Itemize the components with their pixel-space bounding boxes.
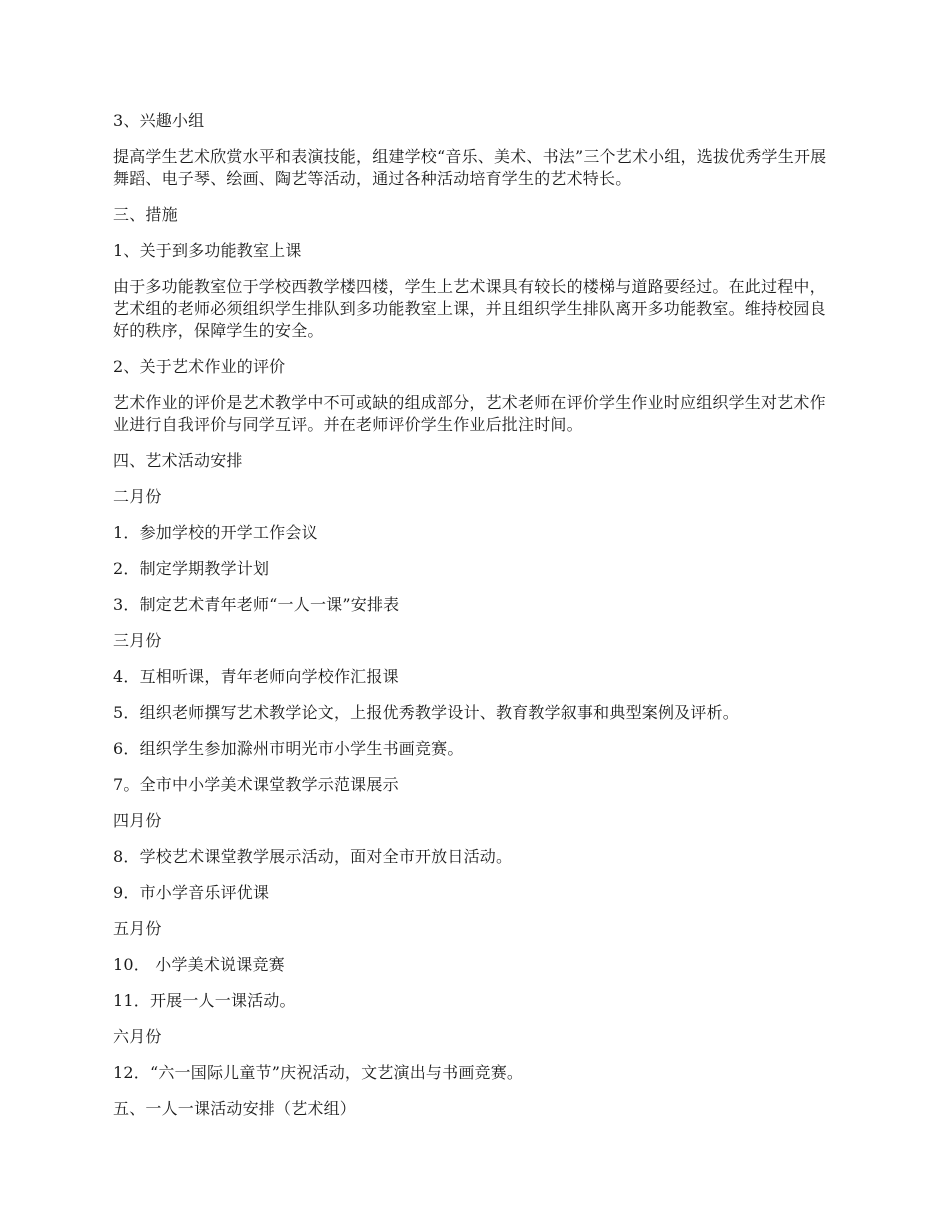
list-item: 7。全市中小学美术课堂教学示范课展示 xyxy=(113,775,399,794)
list-item: 4．互相听课，青年老师向学校作汇报课 xyxy=(113,667,399,686)
list-item: 5．组织老师撰写艺术教学论文，上报优秀教学设计、教育教学叙事和典型案例及评析。 xyxy=(113,703,739,722)
heading-interest-groups: 3、兴趣小组 xyxy=(113,111,205,130)
list-item: 8．学校艺术课堂教学展示活动，面对全市开放日活动。 xyxy=(113,847,513,866)
list-item: 1．参加学校的开学工作会议 xyxy=(113,523,318,542)
list-item: 11．开展一人一课活动。 xyxy=(113,991,296,1010)
month-february: 二月份 xyxy=(113,487,162,506)
heading-one-person-one-lesson: 五、一人一课活动安排（艺术组） xyxy=(113,1099,357,1118)
month-april: 四月份 xyxy=(113,811,162,830)
month-march: 三月份 xyxy=(113,631,162,650)
paragraph-interest-groups: 提高学生艺术欣赏水平和表演技能，组建学校“音乐、美术、书法”三个艺术小组，选拔优秀学生开展舞蹈、电子琴、绘画、陶艺等活动，通过各种活动培育学生的艺术特长。 xyxy=(113,147,827,188)
month-june: 六月份 xyxy=(113,1027,162,1046)
heading-measures: 三、措施 xyxy=(113,205,178,224)
list-item: 6．组织学生参加滁州市明光市小学生书画竞赛。 xyxy=(113,739,464,758)
document-page xyxy=(113,110,841,1134)
list-item: 10． 小学美术说课竞赛 xyxy=(113,955,285,974)
list-item: 12．“六一国际儿童节”庆祝活动，文艺演出与书画竞赛。 xyxy=(113,1063,524,1082)
heading-multifunction-room: 1、关于到多功能教室上课 xyxy=(113,241,302,260)
month-may: 五月份 xyxy=(113,919,162,938)
heading-activity-schedule: 四、艺术活动安排 xyxy=(113,451,243,470)
list-item: 2．制定学期教学计划 xyxy=(113,559,270,578)
list-item: 9．市小学音乐评优课 xyxy=(113,883,270,902)
heading-homework-evaluation: 2、关于艺术作业的评价 xyxy=(113,357,286,376)
paragraph-multifunction-room: 由于多功能教室位于学校西教学楼四楼，学生上艺术课具有较长的楼梯与道路要经过。在此过程中，艺术组的老师必须组织学生排队到多功能教室上课，并且组织学生排队离开多功能教室。维持校园良好的秩序，保障学生的安全。 xyxy=(113,277,826,340)
paragraph-homework-evaluation: 艺术作业的评价是艺术教学中不可或缺的组成部分，艺术老师在评价学生作业时应组织学生对艺术作业进行自我评价与同学互评。并在老师评价学生作业后批注时间。 xyxy=(113,393,826,434)
list-item: 3．制定艺术青年老师“一人一课”安排表 xyxy=(113,595,400,614)
